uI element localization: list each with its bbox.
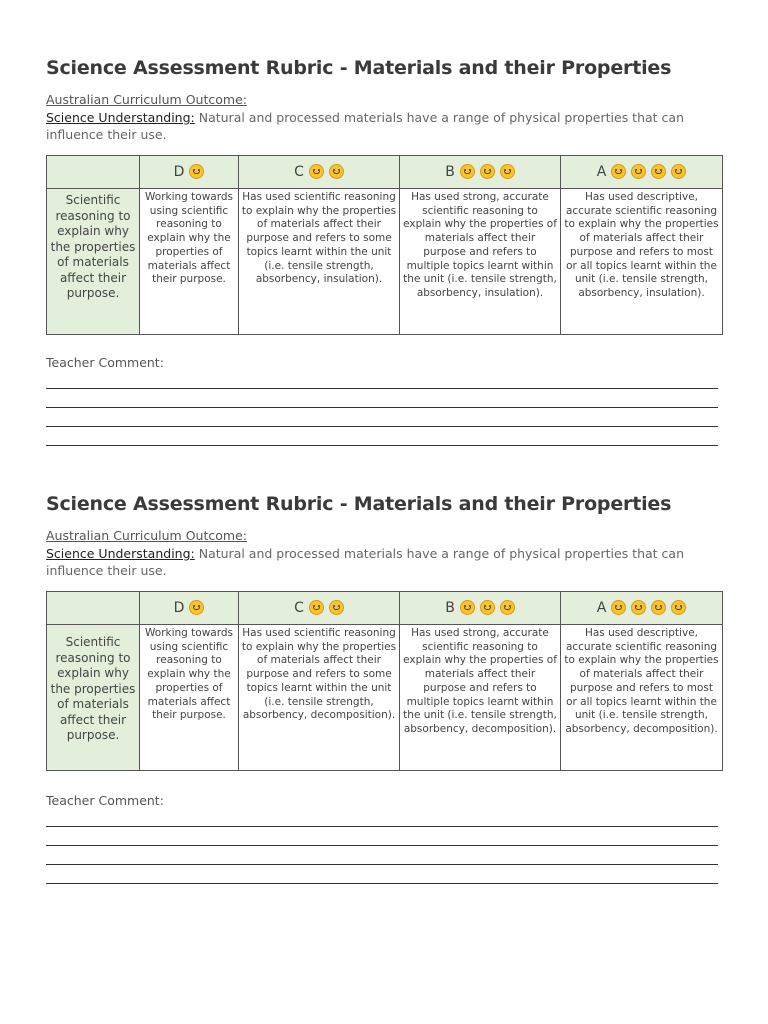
- curriculum-outcome-label: Australian Curriculum Outcome:: [46, 528, 247, 543]
- criteria-header-cell: [47, 592, 140, 625]
- grade-header-a: A: [561, 592, 723, 625]
- rubric-title: Science Assessment Rubric - Materials and their Properties: [46, 57, 672, 79]
- smiling-face-icon: [500, 600, 515, 615]
- teacher-comment-label: Teacher Comment:: [46, 355, 164, 370]
- smiling-face-icon: [189, 164, 204, 179]
- smiling-face-icon: [329, 600, 344, 615]
- smiling-face-icon: [631, 600, 646, 615]
- smiling-face-icon: [480, 164, 495, 179]
- comment-line[interactable]: [46, 426, 718, 427]
- rubric-section-1: [46, 57, 722, 457]
- science-understanding: [46, 109, 722, 143]
- grade-descriptor-d: Working towards using scientific reasoning to explain why the properties of materials affect their purpose.: [140, 189, 239, 335]
- science-understanding-label: Science Understanding:: [46, 546, 195, 561]
- grade-header-d: D: [140, 156, 239, 189]
- rubric-table: [46, 591, 723, 771]
- grade-header-a: A: [561, 156, 723, 189]
- criteria-row: [47, 625, 723, 771]
- grade-header-row: [47, 592, 723, 625]
- grade-descriptor-c: Has used scientific reasoning to explain why the properties of materials affect their purpose and refers to some topics learnt within the unit (i.e. tensile strength, absorbency, decomposition).: [239, 625, 400, 771]
- criteria-cell: Scientific reasoning to explain why the properties of materials affect their purpose.: [47, 625, 140, 771]
- comment-line[interactable]: [46, 388, 718, 389]
- grade-descriptor-c: Has used scientific reasoning to explain why the properties of materials affect their purpose and refers to some topics learnt within the unit (i.e. tensile strength, absorbency, insulation).: [239, 189, 400, 335]
- rubric-title: Science Assessment Rubric - Materials and their Properties: [46, 493, 672, 515]
- curriculum-outcome-label: Australian Curriculum Outcome:: [46, 92, 247, 107]
- teacher-comment-label: Teacher Comment:: [46, 793, 164, 808]
- smiling-face-icon: [460, 600, 475, 615]
- comment-line[interactable]: [46, 864, 718, 865]
- grade-descriptor-a: Has used descriptive, accurate scientific reasoning to explain why the properties of materials affect their purpose and refers to most or all topics learnt within the unit (i.e. tensile strength, absorbency, decomposition).: [561, 625, 723, 771]
- science-understanding-text: Natural and processed materials have a range of physical properties that can influence their use.: [46, 546, 684, 578]
- comment-line[interactable]: [46, 445, 718, 446]
- smiling-face-icon: [671, 600, 686, 615]
- smiling-face-icon: [611, 164, 626, 179]
- smiling-face-icon: [611, 600, 626, 615]
- grade-header-b: B: [400, 592, 561, 625]
- grade-header-d: D: [140, 592, 239, 625]
- comment-line[interactable]: [46, 845, 718, 846]
- science-understanding-text: Natural and processed materials have a range of physical properties that can influence their use.: [46, 110, 684, 142]
- smiling-face-icon: [309, 164, 324, 179]
- smiling-face-icon: [329, 164, 344, 179]
- grade-header-c: C: [239, 592, 400, 625]
- grade-header-row: [47, 156, 723, 189]
- criteria-row: [47, 189, 723, 335]
- smiling-face-icon: [671, 164, 686, 179]
- grade-descriptor-b: Has used strong, accurate scientific reasoning to explain why the properties of materials affect their purpose and refers to multiple topics learnt within the unit (i.e. tensile strength, absorbency, decomposition).: [400, 625, 561, 771]
- smiling-face-icon: [631, 164, 646, 179]
- grade-header-c: C: [239, 156, 400, 189]
- smiling-face-icon: [309, 600, 324, 615]
- criteria-header-cell: [47, 156, 140, 189]
- smiling-face-icon: [460, 164, 475, 179]
- grade-header-b: B: [400, 156, 561, 189]
- comment-line[interactable]: [46, 826, 718, 827]
- smiling-face-icon: [500, 164, 515, 179]
- grade-descriptor-d: Working towards using scientific reasoning to explain why the properties of materials affect their purpose.: [140, 625, 239, 771]
- rubric-section-2: [46, 493, 722, 893]
- science-understanding-label: Science Understanding:: [46, 110, 195, 125]
- science-understanding: [46, 545, 722, 579]
- rubric-table: [46, 155, 723, 335]
- grade-descriptor-b: Has used strong, accurate scientific reasoning to explain why the properties of materials affect their purpose and refers to multiple topics learnt within the unit (i.e. tensile strength, absorbency, insulation).: [400, 189, 561, 335]
- comment-line[interactable]: [46, 883, 718, 884]
- criteria-cell: Scientific reasoning to explain why the properties of materials affect their purpose.: [47, 189, 140, 335]
- grade-descriptor-a: Has used descriptive, accurate scientific reasoning to explain why the properties of materials affect their purpose and refers to most or all topics learnt within the unit (i.e. tensile strength, absorbency, insulation).: [561, 189, 723, 335]
- smiling-face-icon: [651, 164, 666, 179]
- smiling-face-icon: [480, 600, 495, 615]
- smiling-face-icon: [189, 600, 204, 615]
- smiling-face-icon: [651, 600, 666, 615]
- comment-line[interactable]: [46, 407, 718, 408]
